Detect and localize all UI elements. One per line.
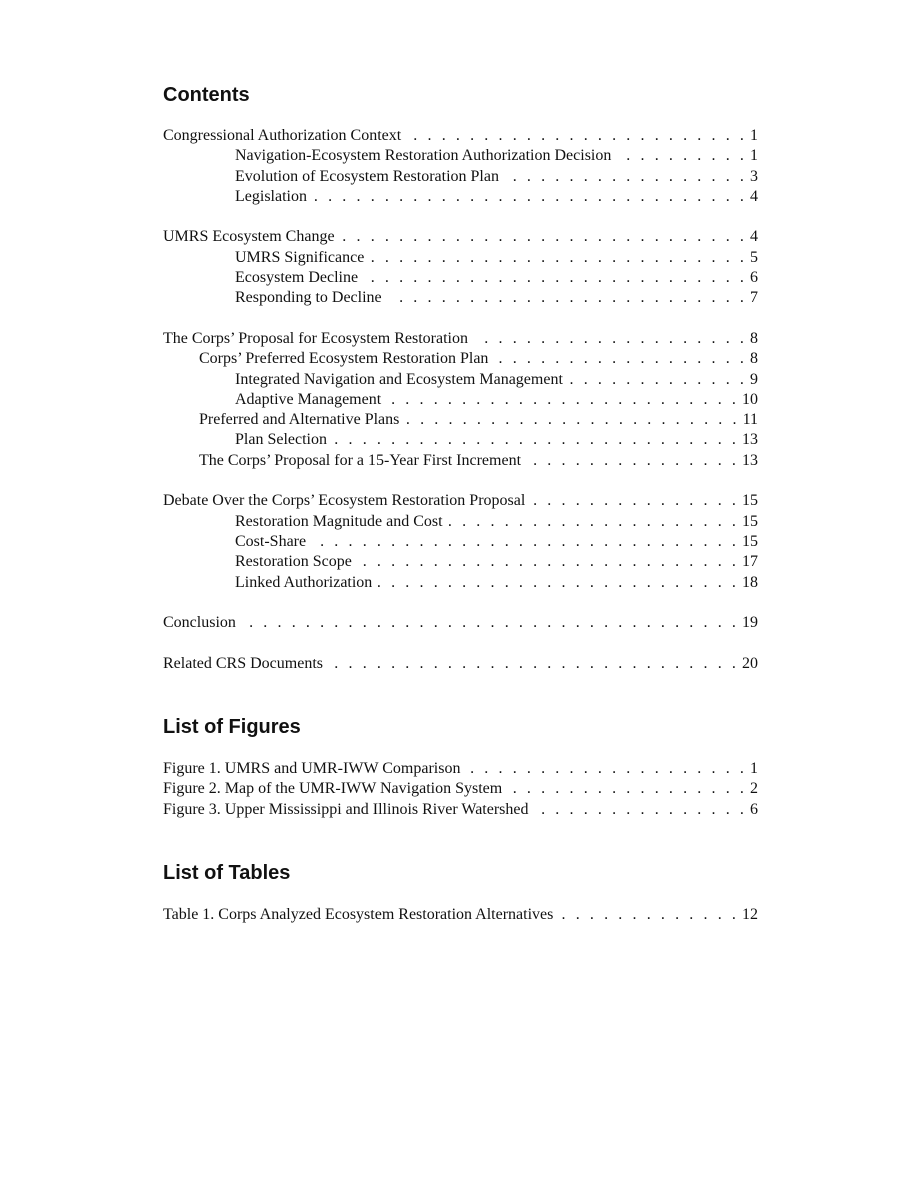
dot-leader xyxy=(494,349,747,369)
toc-entry-page: 20 xyxy=(742,654,758,672)
toc-entry-page: 8 xyxy=(750,329,758,347)
toc-entry-page: 5 xyxy=(750,248,758,266)
toc-entry-page: 1 xyxy=(750,760,758,777)
toc-entry-title: Integrated Navigation and Ecosystem Management xyxy=(235,370,563,388)
toc-entry[interactable] xyxy=(163,451,758,471)
toc-entry-title: Ecosystem Decline xyxy=(235,269,359,287)
dot-leader xyxy=(449,512,739,532)
tables-list xyxy=(163,905,758,925)
toc-entry[interactable] xyxy=(163,329,758,349)
toc-entry[interactable] xyxy=(163,370,758,390)
dot-leader xyxy=(329,654,739,674)
toc-entry[interactable] xyxy=(163,288,758,308)
toc-entry-page: 10 xyxy=(742,390,758,408)
toc-entry[interactable] xyxy=(163,268,758,288)
toc-entry[interactable] xyxy=(163,187,758,207)
toc-entry[interactable] xyxy=(163,800,758,820)
toc-entry[interactable] xyxy=(163,248,758,268)
toc-entry-title: Figure 3. Upper Mississippi and Illinois River Watershed xyxy=(163,800,529,818)
toc-entry-title: Congressional Authorization Context xyxy=(163,127,402,144)
dot-leader xyxy=(364,268,747,288)
toc-entry[interactable] xyxy=(163,390,758,410)
toc-entry-page: 12 xyxy=(742,906,758,923)
toc-entry[interactable] xyxy=(163,410,758,430)
figures-heading: List of Figures xyxy=(163,716,301,738)
toc-entry-title: Adaptive Management xyxy=(235,390,382,408)
toc-entry[interactable] xyxy=(163,146,758,166)
dot-leader xyxy=(466,759,747,779)
dot-leader xyxy=(531,491,739,511)
toc-entry-title: Linked Authorization xyxy=(235,573,373,591)
toc-entry-page: 13 xyxy=(742,431,758,449)
toc-entry[interactable] xyxy=(163,430,758,450)
toc-entry-page: 13 xyxy=(742,451,758,469)
toc-entry[interactable] xyxy=(163,227,758,247)
dot-leader xyxy=(341,227,747,247)
toc-entry[interactable] xyxy=(163,905,758,925)
dot-leader xyxy=(407,126,747,146)
toc-entry-page: 1 xyxy=(750,127,758,144)
toc-entry[interactable] xyxy=(163,759,758,779)
toc-entry-title: Related CRS Documents xyxy=(163,654,323,672)
toc-entry-title: Cost-Share xyxy=(235,532,307,550)
toc-entry-title: Table 1. Corps Analyzed Ecosystem Restoration Alternatives xyxy=(163,906,554,923)
dot-leader xyxy=(387,390,739,410)
toc-entry-page: 7 xyxy=(750,289,758,307)
toc-entry-title: Debate Over the Corps’ Ecosystem Restoration Proposal xyxy=(163,492,526,510)
dot-leader xyxy=(333,430,739,450)
toc-entry[interactable] xyxy=(163,512,758,532)
toc-entry-page: 15 xyxy=(742,512,758,530)
dot-leader xyxy=(617,146,747,166)
dot-leader xyxy=(505,167,747,187)
dot-leader xyxy=(405,410,739,430)
dot-leader xyxy=(242,613,739,633)
toc-entry-title: Figure 2. Map of the UMR-IWW Navigation System xyxy=(163,780,503,798)
contents-list xyxy=(163,126,758,674)
toc-entry-page: 6 xyxy=(750,269,758,287)
toc-entry-title: Figure 1. UMRS and UMR-IWW Comparison xyxy=(163,760,461,777)
figures-list xyxy=(163,759,758,820)
dot-leader xyxy=(388,288,747,308)
dot-leader xyxy=(370,248,747,268)
toc-entry[interactable] xyxy=(163,573,758,593)
toc-entry[interactable] xyxy=(163,126,758,146)
dot-leader xyxy=(313,187,747,207)
toc-entry-page: 2 xyxy=(750,780,758,798)
toc-entry[interactable] xyxy=(163,532,758,552)
tables-heading: List of Tables xyxy=(163,862,291,884)
toc-entry[interactable] xyxy=(163,654,758,674)
toc-entry-page: 18 xyxy=(742,573,758,591)
dot-leader xyxy=(312,532,739,552)
toc-entry-page: 3 xyxy=(750,167,758,185)
toc-entry[interactable] xyxy=(163,349,758,369)
dot-leader xyxy=(378,573,739,593)
toc-entry-page: 15 xyxy=(742,492,758,510)
toc-entry-title: Preferred and Alternative Plans xyxy=(199,411,400,429)
toc-entry-page: 17 xyxy=(742,553,758,571)
toc-entry-page: 6 xyxy=(750,800,758,818)
toc-entry-title: UMRS Ecosystem Change xyxy=(163,228,335,246)
toc-entry[interactable] xyxy=(163,779,758,799)
toc-entry-title: UMRS Significance xyxy=(235,248,365,266)
dot-leader xyxy=(527,451,739,471)
dot-leader xyxy=(535,800,748,820)
toc-entry-title: Legislation xyxy=(235,187,307,205)
dot-leader xyxy=(559,905,739,925)
dot-leader xyxy=(358,552,739,572)
toc-entry-page: 11 xyxy=(742,411,758,429)
toc-entry-page: 19 xyxy=(742,614,758,632)
toc-entry-page: 4 xyxy=(750,187,758,205)
toc-entry-title: Plan Selection xyxy=(235,431,327,449)
toc-entry[interactable] xyxy=(163,552,758,572)
dot-leader xyxy=(508,779,747,799)
toc-entry-title: Restoration Magnitude and Cost xyxy=(235,512,443,530)
toc-entry-title: Corps’ Preferred Ecosystem Restoration Plan xyxy=(199,350,489,368)
toc-entry-title: Conclusion xyxy=(163,614,236,632)
toc-entry-page: 1 xyxy=(750,147,758,165)
toc-entry[interactable] xyxy=(163,167,758,187)
toc-entry-title: The Corps’ Proposal for Ecosystem Restoration xyxy=(163,329,468,347)
toc-entry-title: Navigation-Ecosystem Restoration Authorization Decision xyxy=(235,147,612,165)
toc-entry-title: Restoration Scope xyxy=(235,553,352,571)
toc-entry-page: 15 xyxy=(742,532,758,550)
toc-entry[interactable] xyxy=(163,613,758,633)
dot-leader xyxy=(474,329,747,349)
dot-leader xyxy=(569,370,747,390)
toc-entry-page: 9 xyxy=(750,370,758,388)
toc-entry-title: The Corps’ Proposal for a 15-Year First Increment xyxy=(199,451,522,469)
toc-entry-page: 4 xyxy=(750,228,758,246)
toc-entry-page: 8 xyxy=(750,350,758,368)
toc-entry-title: Responding to Decline xyxy=(235,289,382,307)
toc-entry[interactable] xyxy=(163,491,758,511)
toc-entry-title: Evolution of Ecosystem Restoration Plan xyxy=(235,167,499,185)
contents-heading: Contents xyxy=(163,84,250,106)
